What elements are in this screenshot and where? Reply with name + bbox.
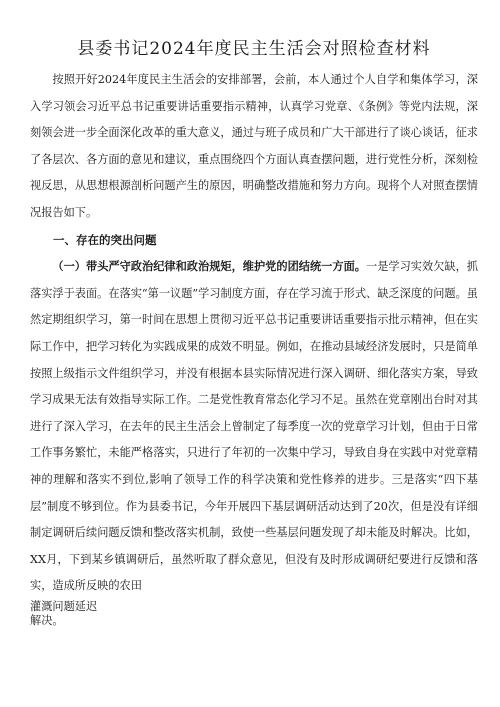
document-title: 县委书记2024年度民主生活会对照检查材料 — [77, 39, 431, 59]
subsection-paragraph — [30, 253, 478, 600]
subsection-body: 一是学习实效欠缺，抓落实浮于表面。在落实“第一议题”学习制度方面，存在学习流于形式、缺乏深度的问题。虽然定期组织学习，第一时间在思想上贯彻习近平总书记重要讲话重要指示批示精神，但在实际工作中，把学习转化为实践成果的成效不明显。例如，在推动县域经济发展时，只是简单按照上级指示文件组织学习，并没有根据本县实际情况进行深入调研、细化落实方案，导致学习成果无法有效指导实际工作。二是党性教育常态化学习不足。虽然在党章刚出台时对其进行了深入学习，在去年的民主生活会上曾制定了每季度一次的党章学习计划，但由于日常工作事务繁忙，未能严格落实，只进行了年初的一次集中学习，导致自身在实践中对党章精神的理解和落实不到位,影响了领导工作的科学决策和党性修养的进步。三是落实“四下基层”制度不够到位。作为县委书记，今年开展四下基层调研活动达到了20次，但是没有详细制定调研后续问题反馈和整改落实机制，致使一些基层问题发现了却未能及时解决。比如，XX月，下到某乡镇调研后，虽然听取了群众意见，但没有及时形成调研纪要进行反馈和落实，造成所反映的农田 — [30, 260, 478, 593]
section-heading: 一、存在的突出问题 — [53, 232, 157, 247]
intro-paragraph: 按照开好2024年度民主生活会的安排部署，会前，本人通过个人自学和集体学习，深入学习领会习近平总书记重要讲话重要指示精神，认真学习党章、《条例》等党内法规，深刻领会进一步全面深化改革的重大意义，通过与班子成员和广大干部进行了谈心谈话，征求了各层次、各方面的意见和建议，重点围绕四个方面认真查摆问题，进行党性分析，深刻检视反思，从思想根源剖析问题产生的原因，明确整改措施和努力方向。现将个人对照查摆情况报告如下。 — [30, 73, 478, 219]
paragraph-tail-line1: 灌溉问题延迟 — [30, 599, 98, 613]
paragraph-tail-line2: 解决。 — [30, 613, 64, 627]
subsection-heading: （一）带头严守政治纪律和政治规矩，维护党的团结统一方面。 — [52, 259, 366, 274]
